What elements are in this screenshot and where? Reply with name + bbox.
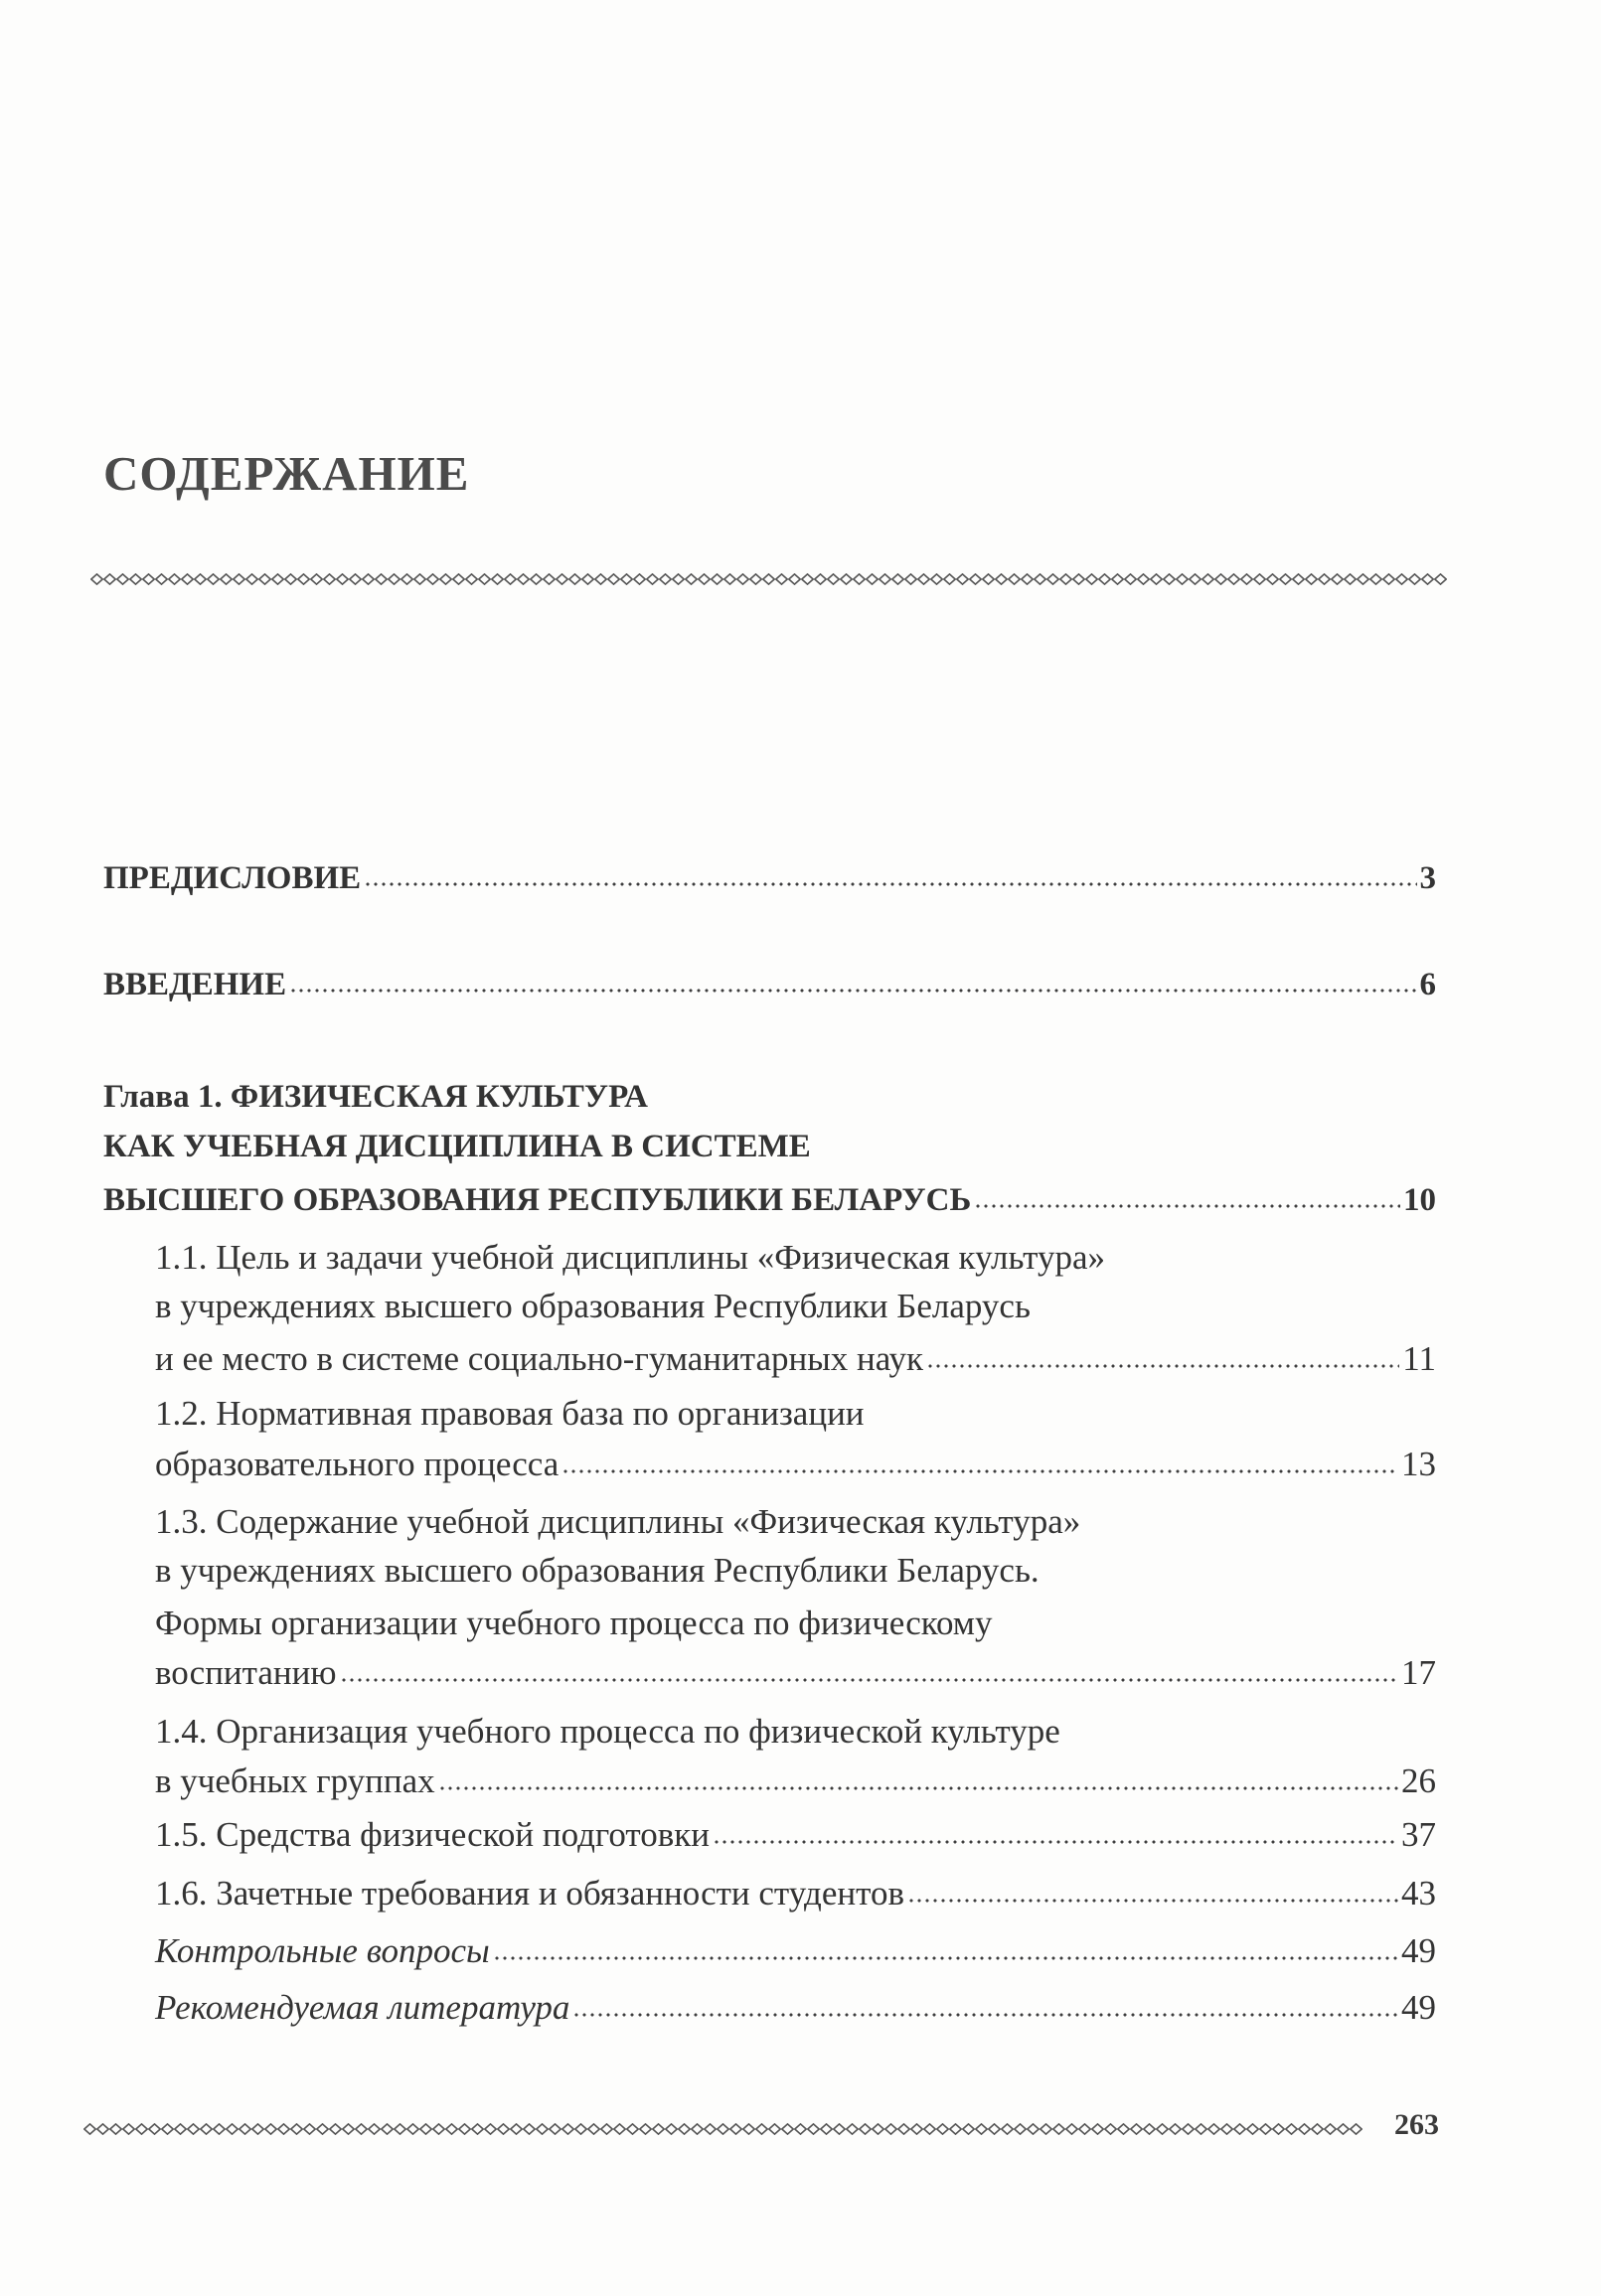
toc-recommended-literature[interactable] bbox=[155, 1990, 1436, 2025]
toc-section-1-6[interactable] bbox=[155, 1876, 1436, 1911]
toc-section-1-3-line-4[interactable] bbox=[155, 1655, 1436, 1690]
dot-leader bbox=[364, 881, 1416, 887]
toc-page-number: 3 bbox=[1419, 860, 1436, 896]
page-title: СОДЕРЖАНИЕ bbox=[103, 446, 470, 501]
toc-entry-label: 1.4. Организация учебного процесса по физической культуре bbox=[155, 1712, 1060, 1751]
dot-leader bbox=[907, 1898, 1398, 1904]
toc-entry-label: в учебных группах bbox=[155, 1761, 435, 1800]
toc-section-1-2-line-2[interactable] bbox=[155, 1447, 1436, 1481]
toc-entry-label: в учреждениях высшего образования Республики Беларусь bbox=[155, 1287, 1031, 1325]
toc-section-1-1-line-3[interactable] bbox=[155, 1341, 1436, 1376]
toc-entry-label: и ее место в системе социально-гуманитарных наук bbox=[155, 1339, 924, 1378]
toc-section-1-4-line-1[interactable] bbox=[155, 1714, 1060, 1749]
toc-section-1-3-line-2[interactable] bbox=[155, 1553, 1040, 1588]
toc-section-1-2-line-1[interactable] bbox=[155, 1396, 865, 1431]
toc-entry-label: 1.1. Цель и задачи учебной дисциплины «Физическая культура» bbox=[155, 1238, 1105, 1277]
toc-section-1-3-line-1[interactable] bbox=[155, 1504, 1080, 1539]
toc-entry-label: 1.6. Зачетные требования и обязанности студентов bbox=[155, 1874, 904, 1913]
toc-review-questions[interactable] bbox=[155, 1933, 1436, 1968]
ornamental-divider-bottom bbox=[83, 2123, 1362, 2135]
toc-section-1-1-line-2[interactable] bbox=[155, 1289, 1031, 1323]
toc-page-number: 13 bbox=[1401, 1445, 1436, 1483]
toc-entry-label: Формы организации учебного процесса по физическому bbox=[155, 1604, 993, 1642]
toc-page-number: 26 bbox=[1401, 1761, 1436, 1800]
toc-page-number: 6 bbox=[1419, 967, 1436, 1002]
page-number: 263 bbox=[1394, 2108, 1439, 2141]
dot-leader bbox=[572, 2012, 1398, 2018]
dot-leader bbox=[438, 1785, 1398, 1791]
toc-section-1-1-line-1[interactable] bbox=[155, 1240, 1105, 1275]
dot-leader bbox=[926, 1363, 1399, 1369]
dot-leader bbox=[713, 1839, 1398, 1845]
toc-entry-label: 1.2. Нормативная правовая база по организации bbox=[155, 1394, 865, 1433]
ornamental-divider-top bbox=[90, 573, 1447, 585]
toc-chapter-1-line-1[interactable] bbox=[103, 1081, 648, 1114]
toc-entry-label: Рекомендуемая литература bbox=[155, 1988, 570, 2027]
dot-leader bbox=[561, 1468, 1398, 1474]
toc-section-1-4-line-2[interactable] bbox=[155, 1763, 1436, 1798]
toc-entry-label: ВЫСШЕГО ОБРАЗОВАНИЯ РЕСПУБЛИКИ БЕЛАРУСЬ bbox=[103, 1182, 972, 1218]
toc-page-number: 43 bbox=[1401, 1874, 1436, 1913]
toc-entry-label: ВВЕДЕНИЕ bbox=[103, 967, 287, 1002]
dot-leader bbox=[493, 1955, 1398, 1961]
toc-page-number: 17 bbox=[1401, 1653, 1436, 1692]
toc-chapter-1-line-3[interactable] bbox=[103, 1184, 1436, 1217]
toc-entry-label: КАК УЧЕБНАЯ ДИСЦИПЛИНА В СИСТЕМЕ bbox=[103, 1129, 811, 1164]
toc-page-number: 49 bbox=[1401, 1988, 1436, 2027]
toc-page-number: 10 bbox=[1403, 1182, 1436, 1218]
toc-entry-label: в учреждениях высшего образования Республики Беларусь. bbox=[155, 1551, 1040, 1590]
toc-chapter-1-line-2[interactable] bbox=[103, 1131, 811, 1163]
toc-entry-label: ПРЕДИСЛОВИЕ bbox=[103, 860, 362, 896]
dot-leader bbox=[289, 988, 1416, 994]
toc-page-number: 49 bbox=[1401, 1931, 1436, 1970]
toc-section-1-5[interactable] bbox=[155, 1817, 1436, 1852]
toc-entry-label: Контрольные вопросы bbox=[155, 1931, 490, 1970]
toc-entry-label: воспитанию bbox=[155, 1653, 337, 1692]
toc-section-1-3-line-3[interactable] bbox=[155, 1606, 992, 1640]
toc-entry-preface[interactable] bbox=[103, 862, 1436, 895]
toc-page-number: 37 bbox=[1401, 1815, 1436, 1854]
toc-entry-introduction[interactable] bbox=[103, 969, 1436, 1001]
toc-entry-label: образовательного процесса bbox=[155, 1445, 560, 1483]
toc-entry-label: 1.3. Содержание учебной дисциплины «Физическая культура» bbox=[155, 1502, 1081, 1541]
toc-page-number: 11 bbox=[1402, 1339, 1436, 1378]
dot-leader bbox=[974, 1203, 1400, 1209]
dot-leader bbox=[340, 1677, 1398, 1683]
toc-entry-label: 1.5. Средства физической подготовки bbox=[155, 1815, 711, 1854]
toc-entry-label: Глава 1. ФИЗИЧЕСКАЯ КУЛЬТУРА bbox=[103, 1079, 648, 1115]
